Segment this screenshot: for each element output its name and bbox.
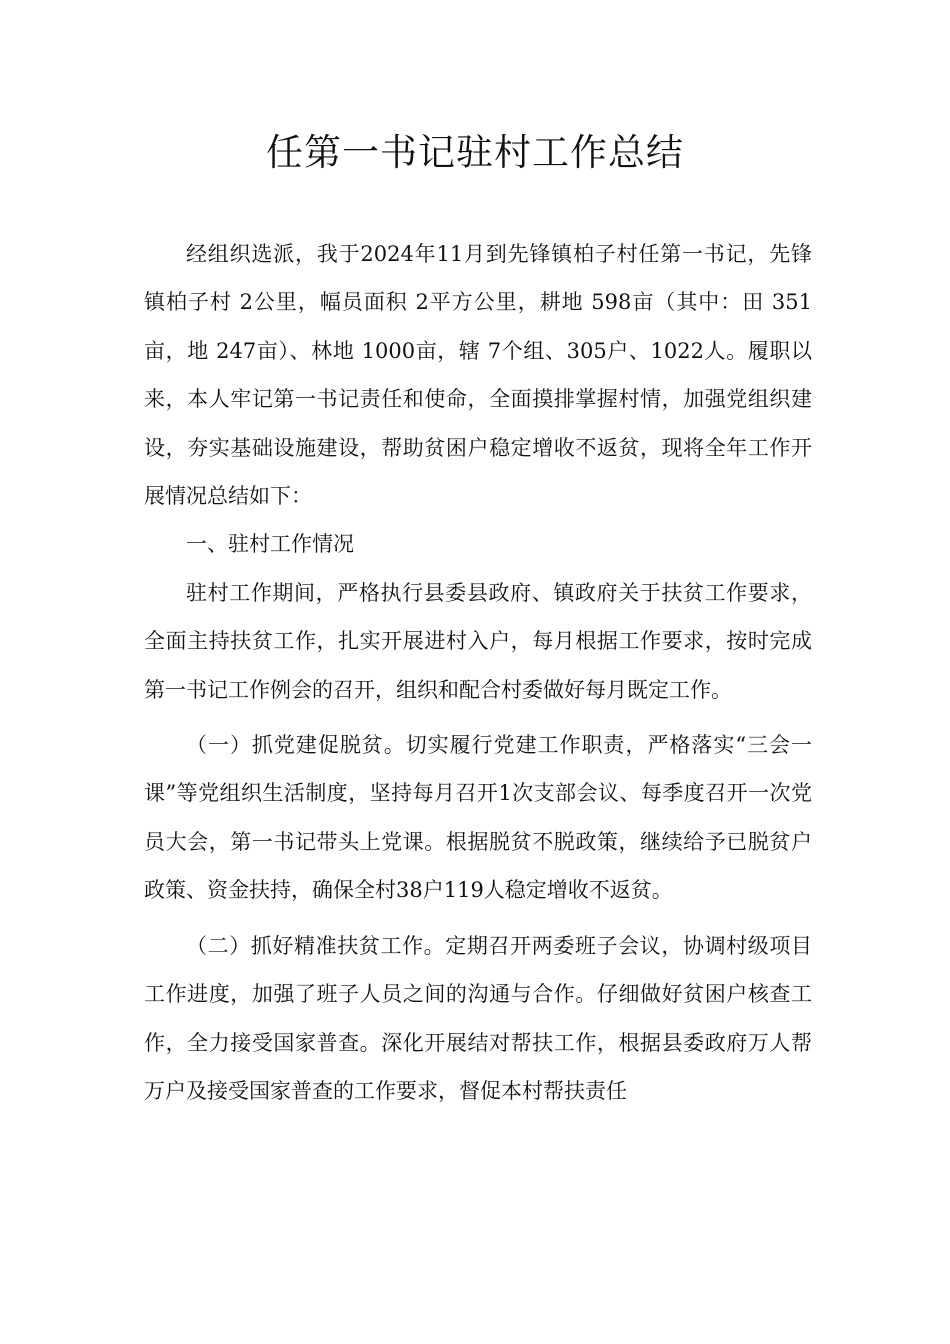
- poverty-alleviation-paragraph: （二）抓好精准扶贫工作。定期召开两委班子会议，协调村级项目工作进度，加强了班子人员之间的沟通与合作。仔细做好贫困户核查工作，全力接受国家普查。深化开展结对帮扶工作，根据县委政府万人帮万户及接受国家普查的工作要求，督促本村帮扶责任: [144, 933, 812, 1103]
- party-building-paragraph: （一）抓党建促脱贫。切实履行党建工作职责，严格落实“三会一课”等党组织生活制度，坚持每月召开1次支部会议、每季度召开一次党员大会，第一书记带头上党课。根据脱贫不脱政策，继续给予已脱贫户政策、资金扶持，确保全村38户119人稳定增收不返贫。: [144, 733, 812, 903]
- document-body: [144, 230, 812, 1115]
- document-title: 任第一书记驻村工作总结: [266, 131, 684, 174]
- work-status-paragraph: 驻村工作期间，严格执行县委县政府、镇政府关于扶贫工作要求，全面主持扶贫工作，扎实开展进村入户，每月根据工作要求，按时完成第一书记工作例会的召开，组织和配合村委做好每月既定工作。: [144, 580, 812, 702]
- intro-paragraph: 经组织选派，我于2024年11月到先锋镇柏子村任第一书记，先锋镇柏子村 2公里，幅员面积 2平方公里，耕地 598亩（其中：田 351亩，地 247亩）、林地 1000亩，辖 7个组、305户、1022人。履职以来，本人牢记第一书记责任和使命，全面摸排掌握村情，加强党组织建设，夯实基础设施建设，帮助贫困户稳定增收不返贫，现将全年工作开展情况总结如下：: [144, 242, 812, 509]
- section-heading-work-status: 一、驻村工作情况: [186, 532, 354, 557]
